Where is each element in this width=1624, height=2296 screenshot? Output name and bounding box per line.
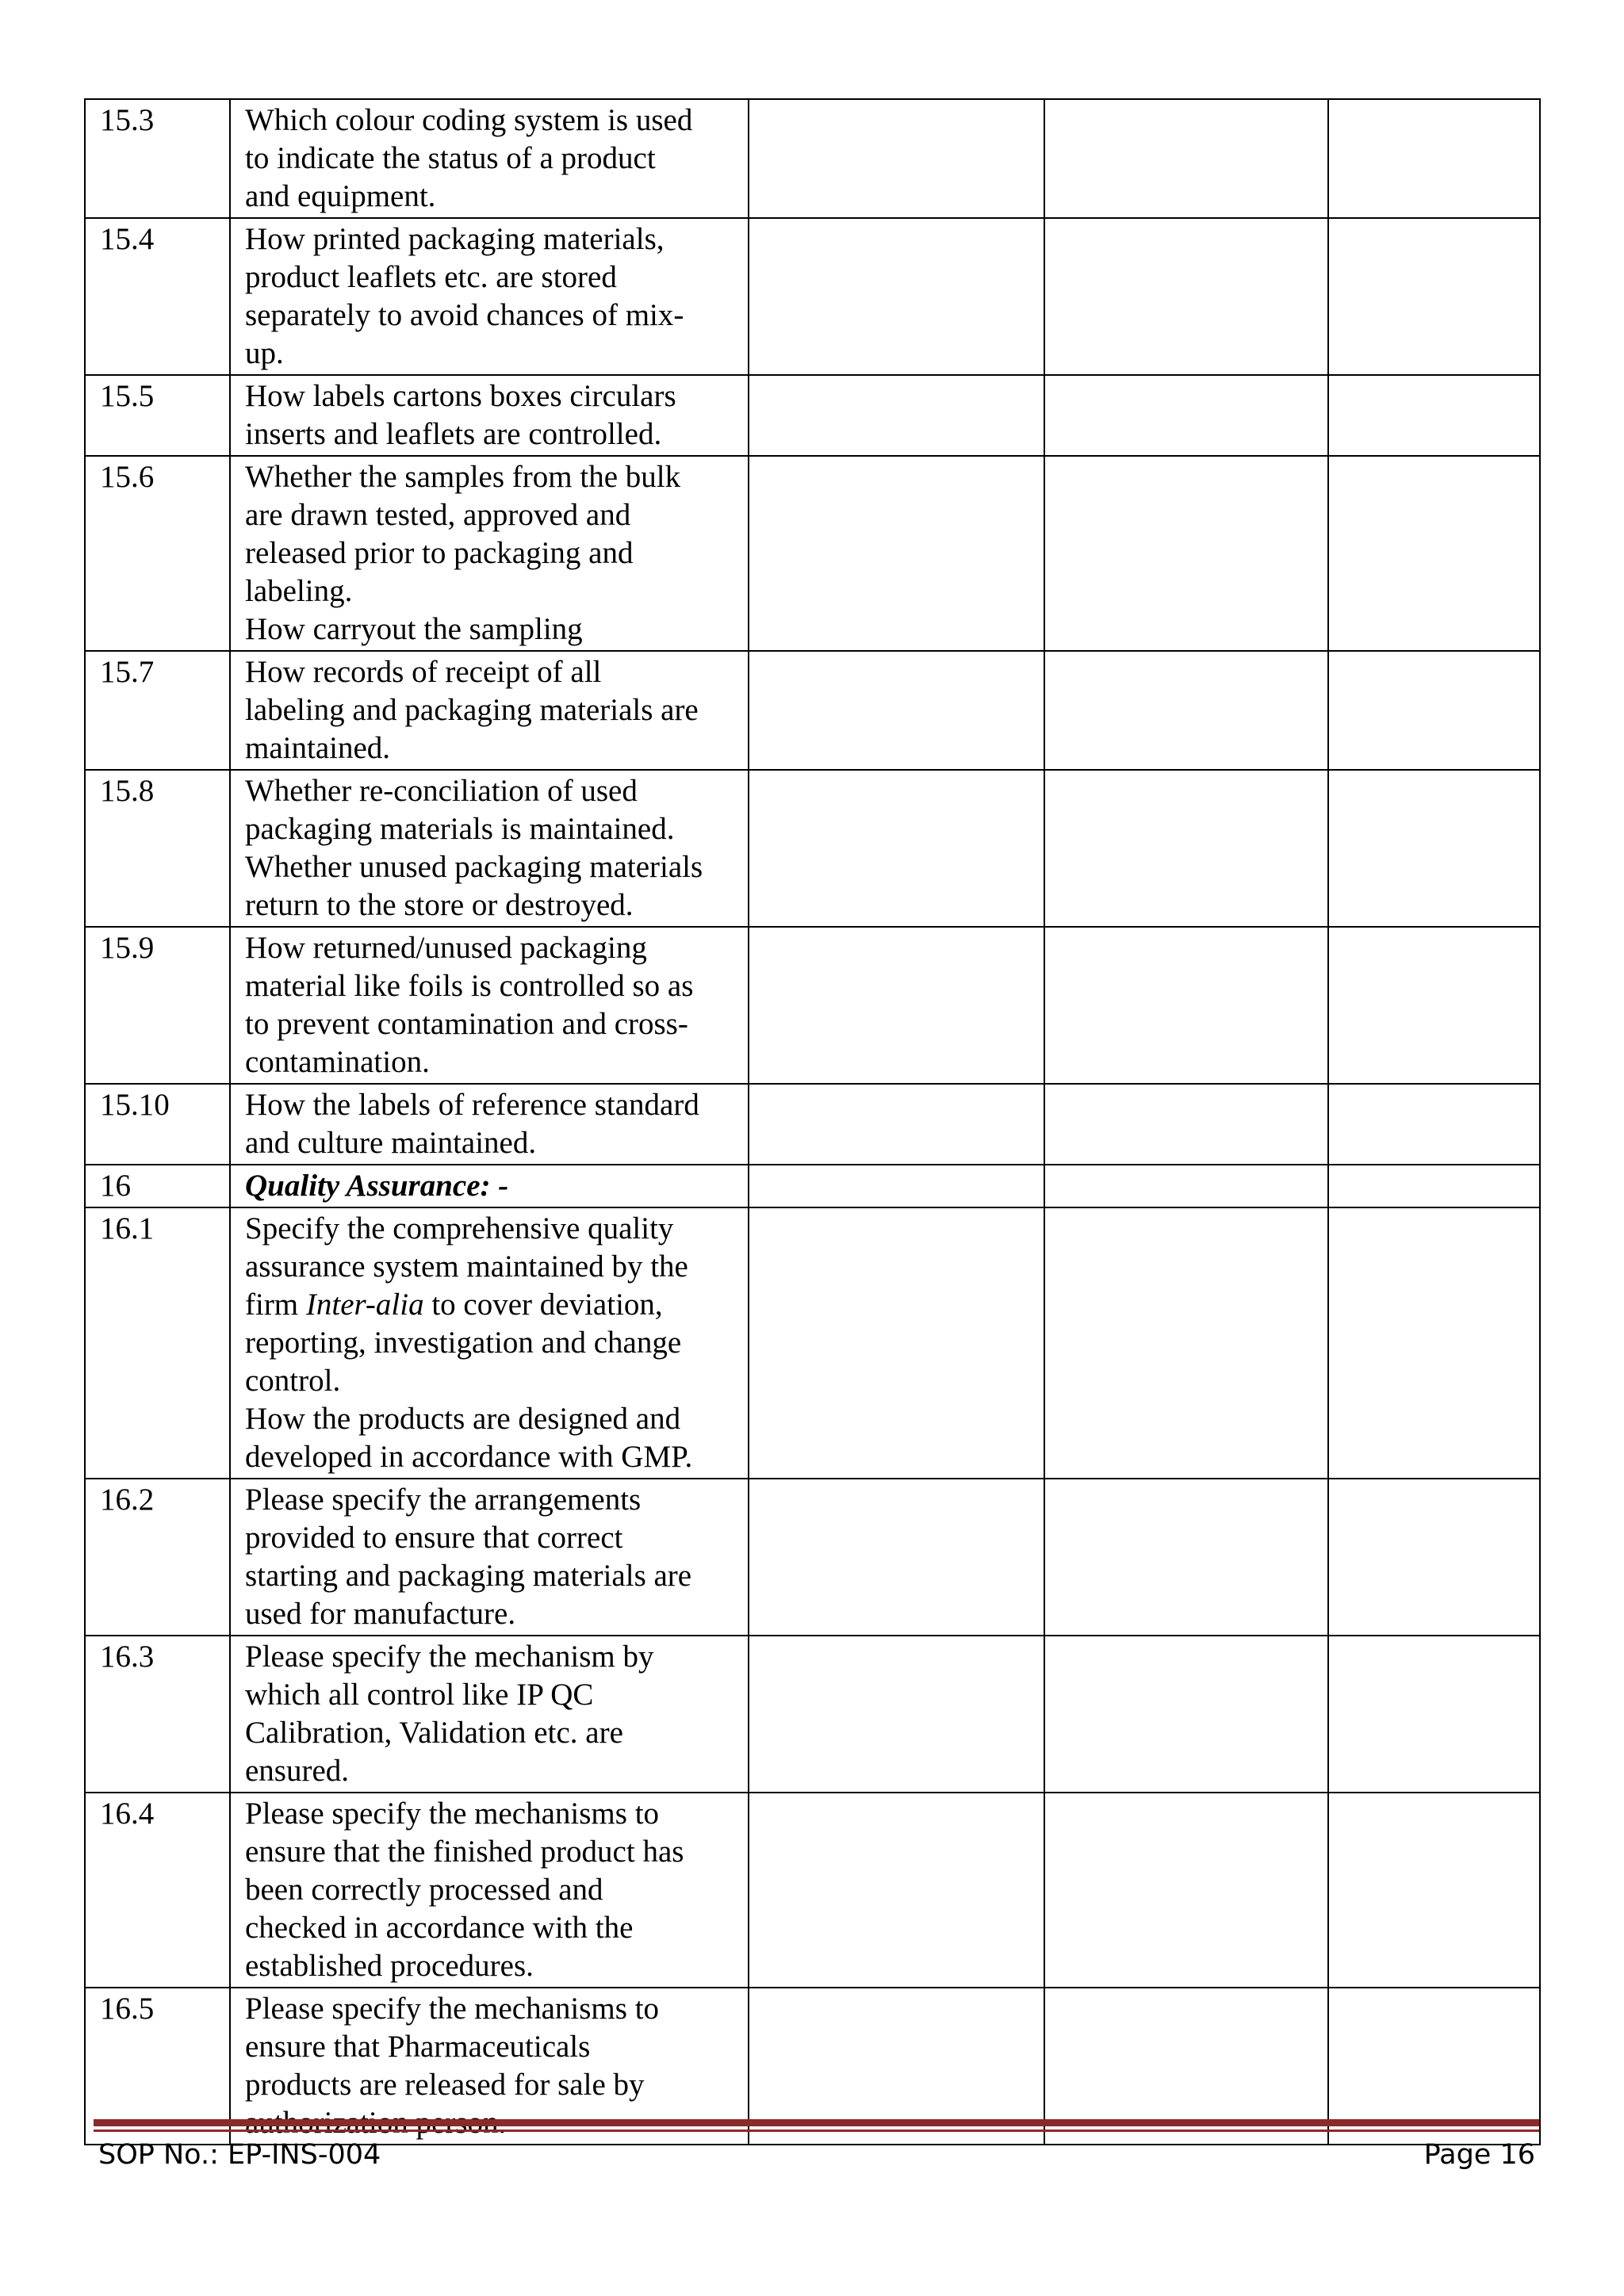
page-number: Page 16 — [1423, 2139, 1535, 2171]
item-number: 15.10 — [85, 1084, 230, 1165]
item-number: 16.3 — [85, 1636, 230, 1793]
response-cell[interactable] — [749, 770, 1044, 927]
response-cell[interactable] — [1328, 1793, 1540, 1988]
item-question: How the labels of reference standard and culture maintained. — [230, 1084, 749, 1165]
response-cell[interactable] — [1044, 1084, 1328, 1165]
response-cell[interactable] — [749, 1207, 1044, 1479]
response-cell[interactable] — [1328, 218, 1540, 375]
question-text-italic: Inter-alia — [305, 1288, 424, 1322]
response-cell[interactable] — [1044, 1636, 1328, 1793]
table-row — [85, 1084, 1540, 1165]
item-question: How records of receipt of all labeling and packaging materials are maintained. — [230, 651, 749, 770]
item-number: 15.6 — [85, 456, 230, 651]
table-row — [85, 1207, 1540, 1479]
response-cell[interactable] — [1328, 1636, 1540, 1793]
response-cell[interactable] — [749, 1793, 1044, 1988]
response-cell[interactable] — [1328, 375, 1540, 456]
question-text-start: Specify the comprehensive quality assurance system maintained by the firm — [245, 1211, 688, 1322]
item-question: How labels cartons boxes circulars inserts and leaflets are controlled. — [230, 375, 749, 456]
response-cell[interactable] — [749, 651, 1044, 770]
response-cell[interactable] — [1044, 770, 1328, 927]
response-cell[interactable] — [749, 456, 1044, 651]
response-cell[interactable] — [1044, 1207, 1328, 1479]
item-question — [230, 1207, 749, 1479]
table-row — [85, 456, 1540, 651]
response-cell[interactable] — [749, 99, 1044, 218]
response-cell[interactable] — [1044, 1479, 1328, 1636]
item-question: Which colour coding system is used to indicate the status of a product and equipment. — [230, 99, 749, 218]
response-cell[interactable] — [749, 218, 1044, 375]
item-number: 16.1 — [85, 1207, 230, 1479]
response-cell[interactable] — [749, 1165, 1044, 1207]
response-cell[interactable] — [1044, 99, 1328, 218]
table-row — [85, 770, 1540, 927]
section-heading-row — [85, 1165, 1540, 1207]
response-cell[interactable] — [1044, 456, 1328, 651]
question-text-end: to cover deviation, reporting, investigation and change control. How the products are designed and developed in accordance with GMP. — [245, 1288, 693, 1474]
inspection-checklist-table — [84, 98, 1541, 2145]
response-cell[interactable] — [1044, 1793, 1328, 1988]
item-number: 15.4 — [85, 218, 230, 375]
footer-divider — [94, 2119, 1539, 2126]
response-cell[interactable] — [1328, 651, 1540, 770]
response-cell[interactable] — [1328, 1084, 1540, 1165]
table-row — [85, 218, 1540, 375]
response-cell[interactable] — [1328, 927, 1540, 1084]
item-question: Please specify the mechanisms to ensure that Pharmaceuticals products are released for sale by — [230, 1988, 749, 2145]
item-number: 15.9 — [85, 927, 230, 1084]
item-number: 16.5 — [85, 1988, 230, 2145]
section-number: 16 — [85, 1165, 230, 1207]
table-row — [85, 99, 1540, 218]
response-cell[interactable] — [1044, 651, 1328, 770]
item-number: 15.3 — [85, 99, 230, 218]
table-row — [85, 375, 1540, 456]
response-cell[interactable] — [1328, 770, 1540, 927]
response-cell[interactable] — [1044, 375, 1328, 456]
item-number: 15.7 — [85, 651, 230, 770]
response-cell[interactable] — [749, 375, 1044, 456]
response-cell[interactable] — [1328, 99, 1540, 218]
item-question: Please specify the arrangements provided to ensure that correct starting and packaging materials are used for manufacture. — [230, 1479, 749, 1636]
item-number: 15.8 — [85, 770, 230, 927]
section-heading: Quality Assurance: - — [230, 1165, 749, 1207]
table-row — [85, 927, 1540, 1084]
item-question: Whether the samples from the bulk are drawn tested, approved and released prior to packaging and labeling. How carryout the sampling — [230, 456, 749, 651]
item-question: How printed packaging materials, product leaflets etc. are stored separately to avoid chances of mix- up. — [230, 218, 749, 375]
response-cell[interactable] — [1328, 1479, 1540, 1636]
item-question: How returned/unused packaging material like foils is controlled so as to prevent contamination and cross- contamination. — [230, 927, 749, 1084]
table-row — [85, 1636, 1540, 1793]
response-cell[interactable] — [1044, 927, 1328, 1084]
response-cell[interactable] — [1044, 218, 1328, 375]
table-row — [85, 651, 1540, 770]
item-number: 16.4 — [85, 1793, 230, 1988]
table-row — [85, 1793, 1540, 1988]
table-row — [85, 1479, 1540, 1636]
item-question: Please specify the mechanisms to ensure that the finished product has been correctly processed and checked in accordance with the established procedures. — [230, 1793, 749, 1988]
response-cell[interactable] — [1328, 1165, 1540, 1207]
item-number: 16.2 — [85, 1479, 230, 1636]
item-number: 15.5 — [85, 375, 230, 456]
response-cell[interactable] — [749, 927, 1044, 1084]
response-cell[interactable] — [1328, 456, 1540, 651]
response-cell[interactable] — [1044, 1165, 1328, 1207]
response-cell[interactable] — [749, 1084, 1044, 1165]
response-cell[interactable] — [749, 1636, 1044, 1793]
sop-number: SOP No.: EP-INS-004 — [98, 2139, 381, 2171]
item-question: Whether re-conciliation of used packaging materials is maintained. Whether unused packaging materials return to the store or destroyed. — [230, 770, 749, 927]
response-cell[interactable] — [1328, 1207, 1540, 1479]
footer-divider-thin — [94, 2130, 1539, 2132]
item-question: Please specify the mechanism by which all control like IP QC Calibration, Validation etc. are ensured. — [230, 1636, 749, 1793]
response-cell[interactable] — [749, 1479, 1044, 1636]
